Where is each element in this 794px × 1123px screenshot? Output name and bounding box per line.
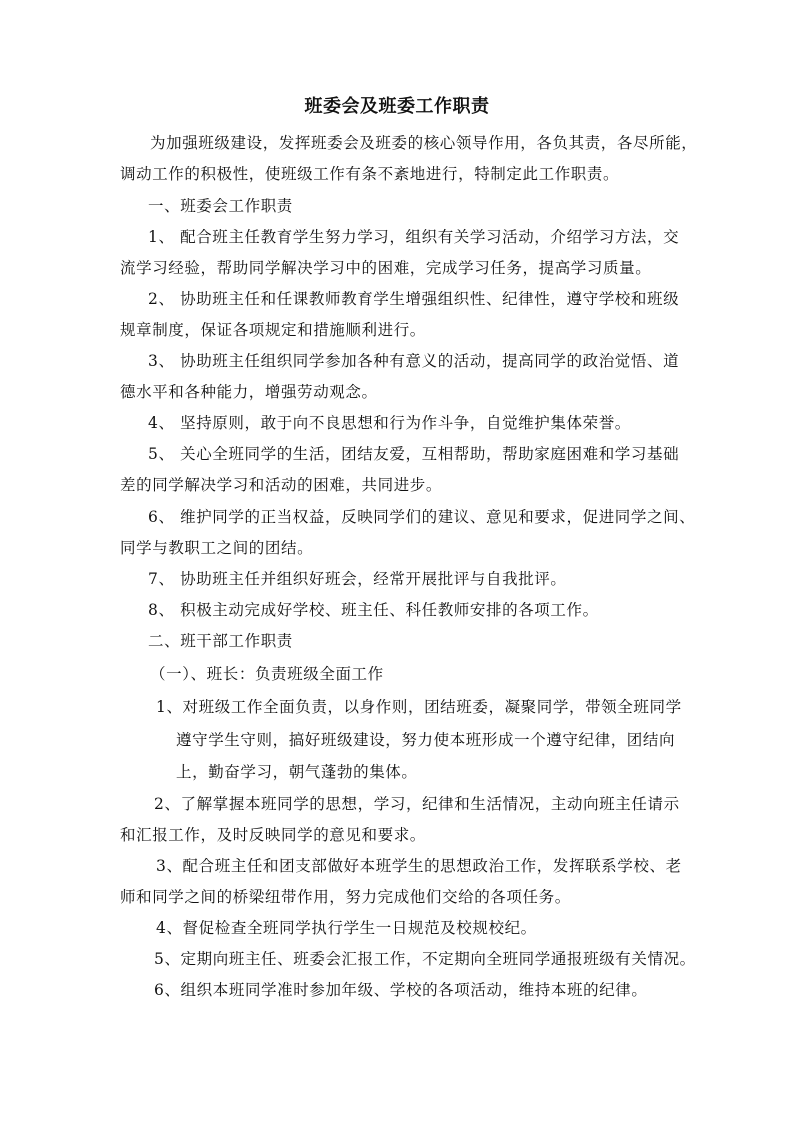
duty-5-line-1: 5、 关心全班同学的生活，团结友爱，互相帮助，帮助家庭困难和学习基础: [148, 445, 680, 463]
duty-1-line-1: 1、 配合班主任教育学生努力学习，组织有关学习活动，介绍学习方法，交: [148, 228, 680, 246]
duty-6-line-2: 同学与教职工之间的团结。: [120, 539, 314, 557]
intro-line-2: 调动工作的积极性，使班级工作有条不紊地进行，特制定此工作职责。: [120, 165, 620, 183]
duty-2-line-2: 规章制度，保证各项规定和措施顺利进行。: [120, 321, 426, 339]
duty-4-line-1: 4、 坚持原则，敢于向不良思想和行为作斗争，自觉维护集体荣誉。: [148, 414, 631, 432]
section-heading-2: 二、班干部工作职责: [148, 632, 293, 650]
monitor-duty-2-line-1: 2、了解掌握本班同学的思想，学习，纪律和生活情况，主动向班主任请示: [154, 795, 680, 813]
monitor-duty-1-line-2: 遵守学生守则，搞好班级建设，努力使本班形成一个遵守纪律，团结向: [176, 731, 676, 749]
duty-1-line-2: 流学习经验，帮助同学解决学习中的困难，完成学习任务，提高学习质量。: [120, 259, 652, 277]
duty-2-line-1: 2、 协助班主任和任课教师教育学生增强组织性、纪律性，遵守学校和班级: [148, 290, 680, 308]
monitor-duty-4-line-1: 4、督促检查全班同学执行学生一日规范及校规校纪。: [156, 919, 537, 937]
duty-3-line-2: 德水平和各种能力，增强劳动观念。: [120, 383, 378, 401]
monitor-duty-1-line-1: 1、对班级工作全面负责，以身作则，团结班委，凝聚同学，带领全班同学: [156, 698, 682, 716]
document-title: 班委会及班委工作职责: [304, 96, 490, 117]
monitor-duty-1-line-3: 上，勤奋学习，朝气蓬勃的集体。: [176, 763, 418, 781]
monitor-duty-3-line-2: 师和同学之间的桥梁纽带作用，努力完成他们交给的各项任务。: [120, 888, 571, 906]
duty-6-line-1: 6、 维护同学的正当权益，反映同学们的建议、意见和要求，促进同学之间、: [148, 508, 696, 526]
intro-line-1: 为加强班级建设，发挥班委会及班委的核心领导作用，各负其责，各尽所能，: [150, 134, 698, 152]
duty-8-line-1: 8、 积极主动完成好学校、班主任、科任教师安排的各项工作。: [148, 601, 599, 619]
monitor-duty-5-line-1: 5、定期向班主任、班委会汇报工作，不定期向全班同学通报班级有关情况。: [154, 950, 696, 968]
duty-3-line-1: 3、 协助班主任组织同学参加各种有意义的活动，提高同学的政治觉悟、道: [148, 352, 680, 370]
monitor-duty-3-line-1: 3、配合班主任和团支部做好本班学生的思想政治工作，发挥联系学校、老: [156, 857, 682, 875]
duty-7-line-1: 7、 协助班主任并组织好班会，经常开展批评与自我批评。: [148, 570, 567, 588]
section-heading-1: 一、班委会工作职责: [148, 197, 293, 215]
duty-5-line-2: 差的同学解决学习和活动的困难，共同进步。: [120, 476, 443, 494]
monitor-duty-2-line-2: 和汇报工作，及时反映同学的意见和要求。: [120, 826, 426, 844]
subsection-monitor: （一）、班长：负责班级全面工作: [150, 665, 384, 683]
monitor-duty-6-line-1: 6、组织本班同学准时参加年级、学校的各项活动，维持本班的纪律。: [154, 981, 648, 999]
